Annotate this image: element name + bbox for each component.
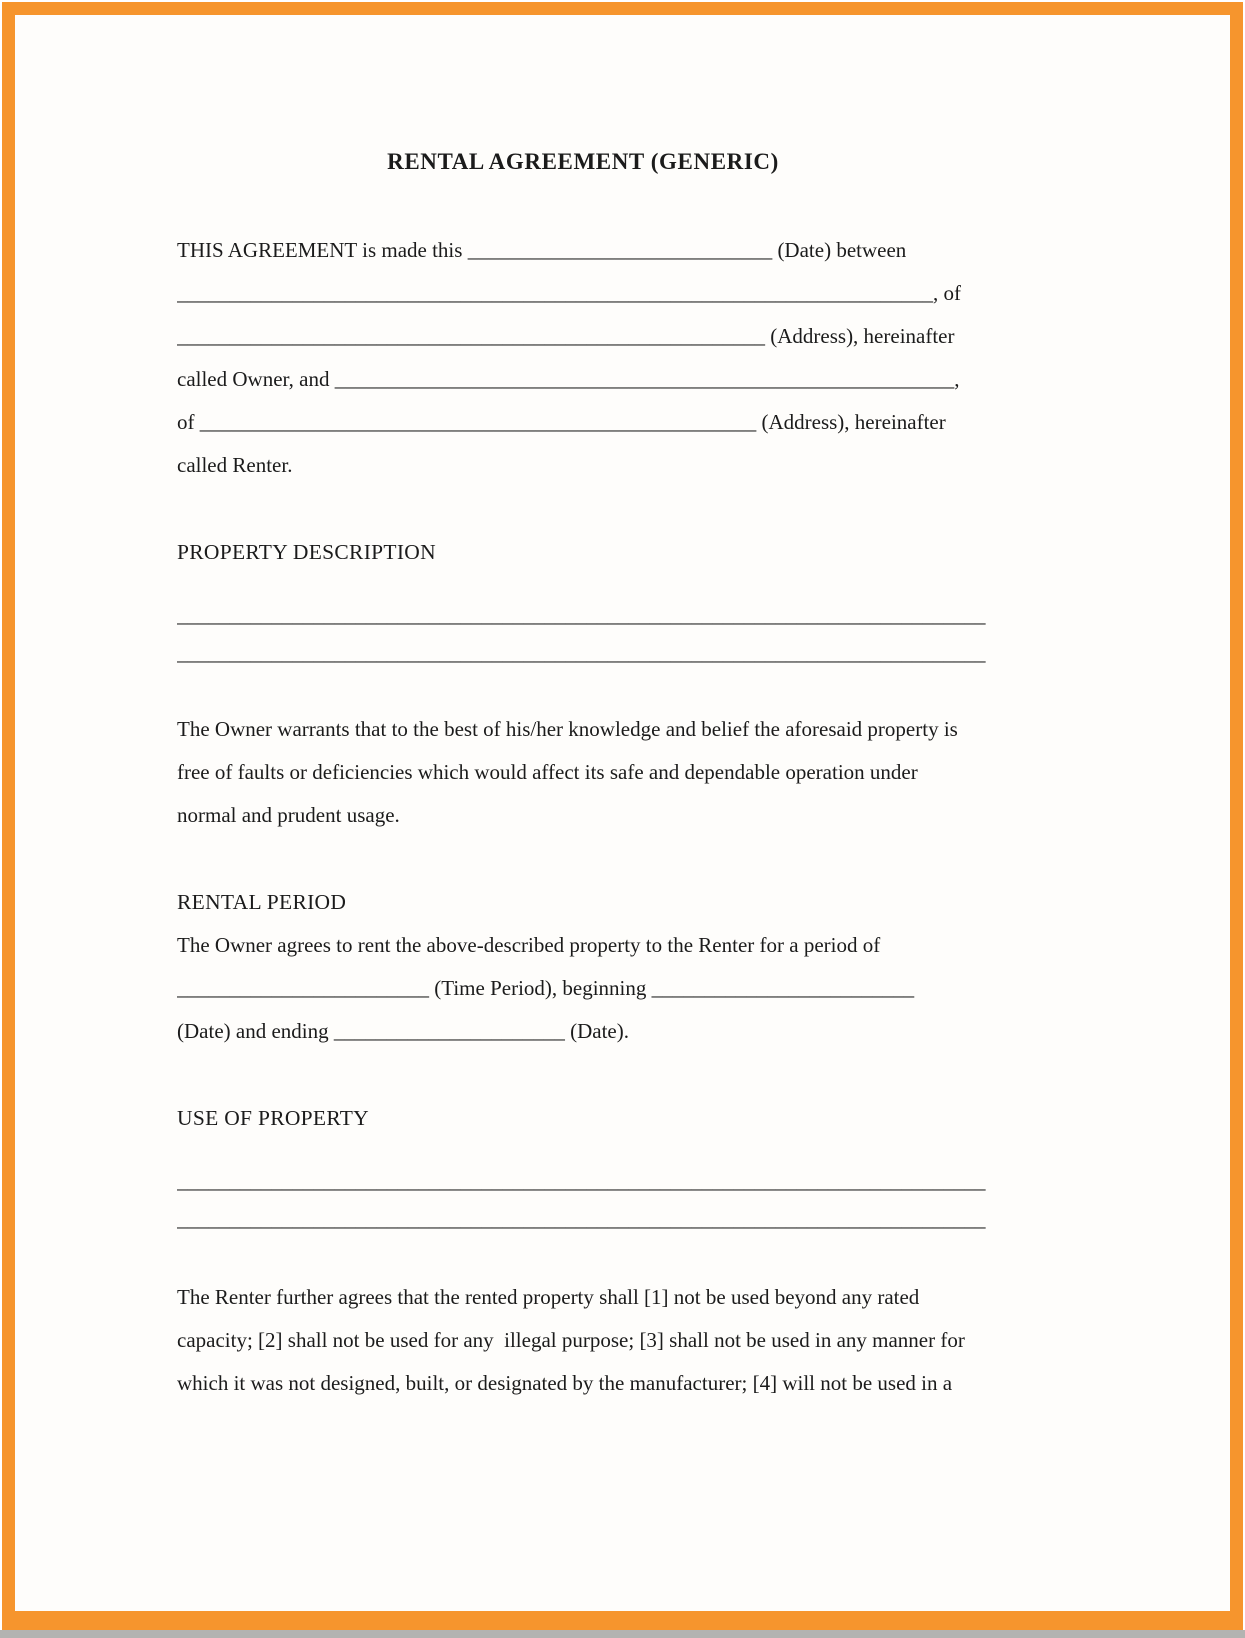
warranty-line: The Owner warrants that to the best of his/her knowledge and belief the aforesaid property is	[177, 717, 958, 741]
blank-fill-line: _____________________________________________________________________________	[177, 1169, 986, 1193]
warranty-paragraph	[177, 708, 989, 837]
renter-terms-line: which it was not designed, built, or designated by the manufacturer; [4] will not be used in a	[177, 1371, 953, 1395]
warranty-line: normal and prudent usage.	[177, 803, 400, 827]
renter-terms-paragraph	[177, 1276, 989, 1405]
intro-line: called Owner, and ___________________________________________________________,	[177, 367, 960, 391]
blank-fill-line: _____________________________________________________________________________	[177, 603, 986, 627]
intro-line: ________________________________________________________________________, of	[177, 281, 961, 305]
property-description-blanks	[177, 596, 989, 672]
intro-line: THIS AGREEMENT is made this _____________________________ (Date) between	[177, 238, 907, 262]
scan-bottom-edge	[0, 1630, 1245, 1638]
section-heading-property-description: PROPERTY DESCRIPTION	[177, 540, 436, 564]
intro-paragraph	[177, 229, 989, 487]
rental-period-line: ________________________ (Time Period), beginning _________________________	[177, 976, 915, 1000]
blank-fill-line: _____________________________________________________________________________	[177, 641, 986, 665]
page-border	[2, 2, 1243, 1630]
intro-line: called Renter.	[177, 453, 293, 477]
renter-terms-line: The Renter further agrees that the rented property shall [1] not be used beyond any rated	[177, 1285, 920, 1309]
intro-line: of _____________________________________________________ (Address), hereinafter	[177, 410, 946, 434]
rental-period-paragraph	[177, 924, 989, 1053]
rental-period-line: (Date) and ending ______________________ (Date).	[177, 1019, 629, 1043]
document-page	[15, 15, 1230, 1611]
warranty-line: free of faults or deficiencies which would affect its safe and dependable operation under	[177, 760, 918, 784]
section-heading-use-of-property: USE OF PROPERTY	[177, 1106, 369, 1130]
use-of-property-blanks	[177, 1162, 989, 1238]
document-content	[177, 145, 989, 1405]
intro-line: ________________________________________________________ (Address), hereinafter	[177, 324, 955, 348]
document-title: RENTAL AGREEMENT (GENERIC)	[387, 149, 779, 174]
renter-terms-line: capacity; [2] shall not be used for any illegal purpose; [3] shall not be used in any manner for	[177, 1328, 965, 1352]
blank-fill-line: _____________________________________________________________________________	[177, 1207, 986, 1231]
rental-period-line: The Owner agrees to rent the above-described property to the Renter for a period of	[177, 933, 881, 957]
section-heading-rental-period: RENTAL PERIOD	[177, 890, 347, 914]
